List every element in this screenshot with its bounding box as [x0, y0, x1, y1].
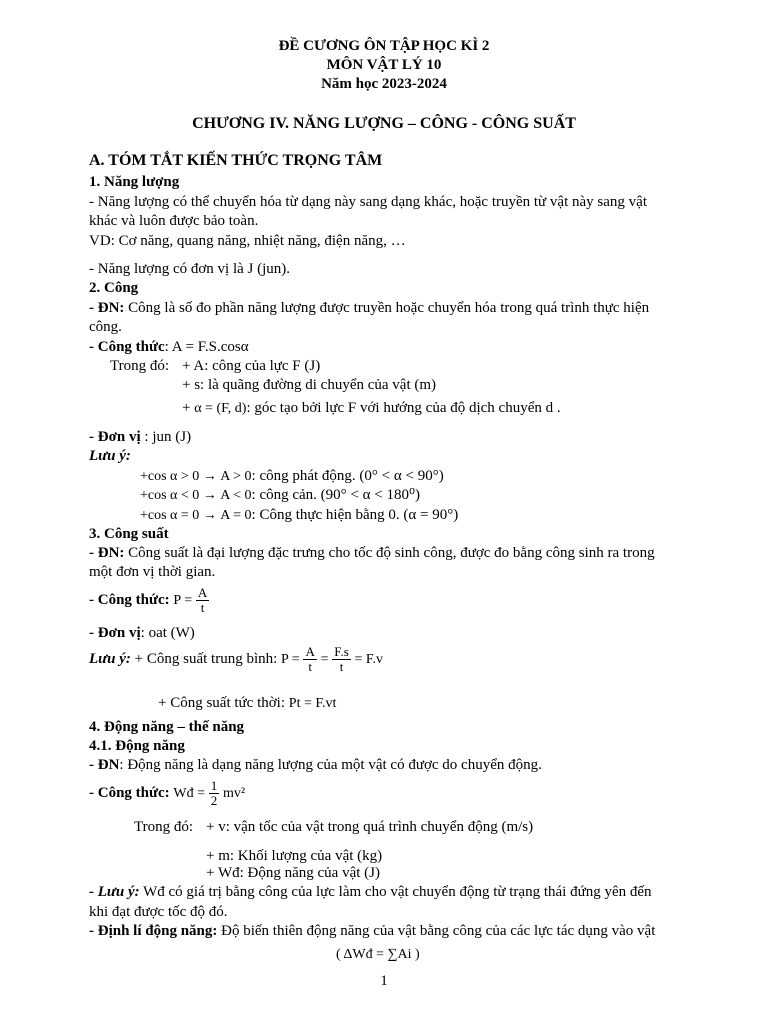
kinetic-subheading: 4.1. Động năng — [89, 738, 185, 754]
section-a-title: A. TÓM TẮT KIẾN THỨC TRỌNG TÂM — [89, 152, 383, 169]
page-number: 1 — [380, 973, 388, 989]
power-average: Lưu ý: + Công suất trung bình: P = $\frac{A}{t}$ = $\frac{F.s}{t}$ = F.v — [89, 644, 384, 675]
power-instantaneous: + Công suất tức thời: Pt = F.vt — [158, 695, 337, 711]
energy-example: VD: Cơ năng, quang năng, nhiệt năng, điện năng, … — [89, 233, 406, 249]
kinetic-where-w: + Wđ: Động năng của vật (J) — [206, 865, 380, 881]
document-title: ĐỀ CƯƠNG ÔN TẬP HỌC KÌ 2 — [278, 38, 490, 54]
kinetic-potential-heading: 4. Động năng – thế năng — [89, 719, 245, 735]
subject-title: MÔN VẬT LÝ 10 — [326, 57, 442, 73]
work-where-a: + A: công của lực F (J) — [182, 358, 321, 374]
energy-paragraph-line1: - Năng lượng có thể chuyển hóa từ dạng này sang dạng khác, hoặc truyền từ vật này sang vật — [89, 194, 647, 210]
work-formula: - Công thức: A = F.S.cosα — [89, 339, 249, 355]
school-year: Năm học 2023-2024 — [321, 76, 447, 92]
power-formula: - Công thức: P = $\frac{A}{t}$ — [89, 585, 208, 616]
kinetic-where-v: + v: vận tốc của vật trong quá trình chuyển động (m/s) — [206, 819, 534, 835]
kinetic-theorem-formula: ( ΔWđ = ∑Ai ) — [336, 947, 420, 962]
work-definition-line2: công. — [89, 319, 122, 335]
energy-paragraph-line2: khác và luôn được bảo toàn. — [89, 213, 259, 229]
work-definition-line1: - ĐN: Công là số đo phần năng lượng được truyền hoặc chuyển hóa trong quá trình thực hiện — [89, 300, 650, 316]
power-definition-line1: - ĐN: Công suất là đại lượng đặc trưng cho tốc độ sinh công, được đo bằng công sinh ra trong — [89, 545, 655, 561]
work-note-label: Lưu ý: — [89, 448, 131, 464]
power-formula-fraction: $\frac{A}{t}$ — [197, 585, 208, 616]
work-unit: - Đơn vị : jun (J) — [89, 429, 192, 445]
kinetic-note-line1: - Lưu ý: Wđ có giá trị bằng công của lực làm cho vật chuyển động từ trạng thái đứng yên đến — [89, 884, 652, 900]
work-note-zero: +cos α = 0 → A = 0: Công thực hiện bằng 0. (α = 90°) — [140, 507, 459, 523]
work-note-negative: +cos α < 0 → A < 0: công cản. (90° < α < 180⁰) — [140, 487, 420, 503]
work-note-positive: +cos α > 0 → A > 0: công phát động. (0° < α < 90°) — [140, 468, 444, 484]
power-definition-line2: một đơn vị thời gian. — [89, 564, 216, 580]
energy-heading: 1. Năng lượng — [89, 174, 180, 190]
work-heading: 2. Công — [89, 280, 139, 296]
kinetic-theorem: - Định lí động năng: Độ biến thiên động năng của vật bằng công của các lực tác dụng vào vật — [89, 923, 656, 939]
kinetic-where-label: Trong đó: — [134, 819, 194, 835]
energy-unit: - Năng lượng có đơn vị là J (jun). — [89, 261, 291, 277]
work-where-label: Trong đó: — [110, 358, 170, 374]
chapter-title: CHƯƠNG IV. NĂNG LƯỢNG – CÔNG - CÔNG SUẤT — [192, 115, 576, 132]
kinetic-definition: - ĐN: Động năng là dạng năng lượng của một vật có được do chuyển động. — [89, 757, 542, 773]
work-where-s: + s: là quãng đường di chuyển của vật (m) — [182, 377, 437, 393]
work-where-angle: + α = (F, d): góc tạo bởi lực F với hướng của độ dịch chuyển d . — [182, 400, 561, 416]
power-heading: 3. Công suất — [89, 526, 169, 542]
kinetic-note-line2: khi đạt được tốc độ đó. — [89, 904, 228, 920]
kinetic-formula: - Công thức: Wđ = $\frac{1}{2}$ mv² — [89, 778, 246, 809]
kinetic-where-m: + m: Khối lượng của vật (kg) — [206, 848, 383, 864]
power-unit: - Đơn vị: oat (W) — [89, 625, 195, 641]
